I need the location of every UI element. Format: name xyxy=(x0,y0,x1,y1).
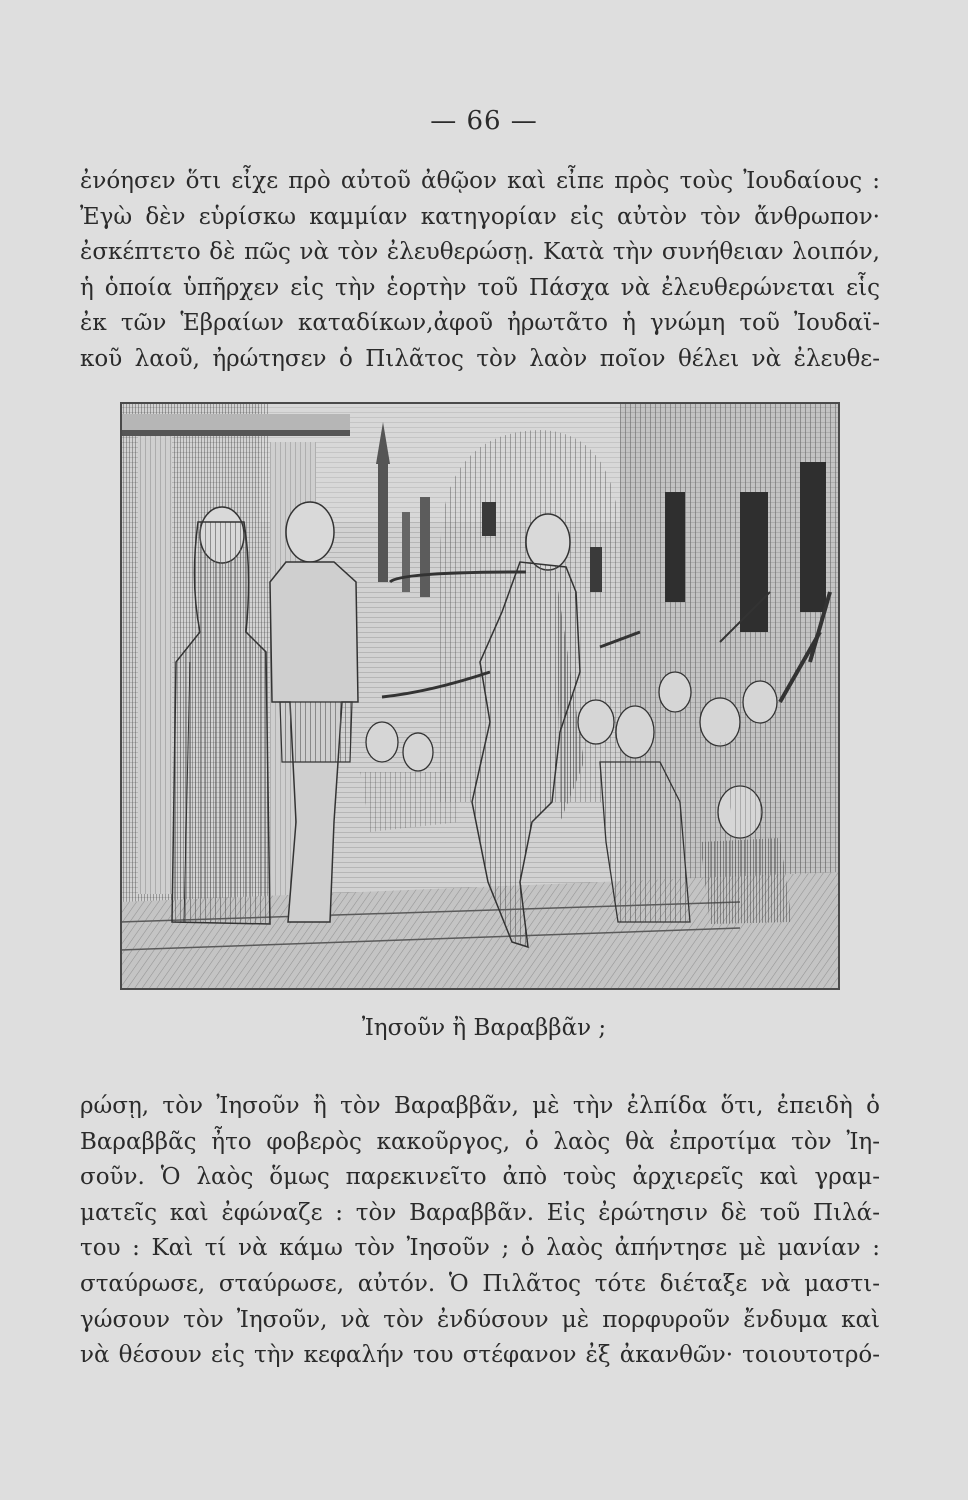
text-line: ἡ ὁποία ὑπῆρχεν εἰς τὴν ἑορτὴν τοῦ Πάσχα νὰ ἐλευθερώνεται εἷς xyxy=(80,274,880,301)
text-line: ἐνόησεν ὅτι εἶχε πρὸ αὐτοῦ ἀθῷον καὶ εἶπε πρὸς τοὺς Ἰουδαίους : xyxy=(80,168,880,194)
engraving-illustration xyxy=(120,402,840,990)
paragraph-before-illustration xyxy=(80,164,880,378)
page-number: — 66 — xyxy=(430,106,538,136)
text-line: Βαραββᾶς ἦτο φοβερὸς κακοῦργος, ὁ λαὸς θὰ ἐπροτίμα τὸν Ἰη- xyxy=(80,1128,880,1155)
text-line: ἐσκέπτετο δὲ πῶς νὰ τὸν ἐλευθερώσῃ. Κατὰ τὴν συνήθειαν λοιπόν, xyxy=(80,239,880,266)
text-line: ἐκ τῶν Ἑβραίων καταδίκων,ἀφοῦ ἠρωτᾶτο ἡ γνώμη τοῦ Ἰουδαϊ- xyxy=(80,310,880,337)
text-line: ματεῖς καὶ ἐφώναζε : τὸν Βαραββᾶν. Εἰς ἐρώτησιν δὲ τοῦ Πιλά- xyxy=(80,1199,880,1226)
text-line: σοῦν. Ὁ λαὸς ὅμως παρεκινεῖτο ἀπὸ τοὺς ἀρχιερεῖς καὶ γραμ- xyxy=(80,1164,880,1191)
text-line: κοῦ λαοῦ, ἠρώτησεν ὁ Πιλᾶτος τὸν λαὸν ποῖον θέλει νὰ ἐλευθε- xyxy=(80,345,880,372)
text-line: του : Καὶ τί νὰ κάμω τὸν Ἰησοῦν ; ὁ λαὸς ἀπήντησε μὲ μανίαν : xyxy=(80,1235,880,1262)
text-line: ρώσῃ, τὸν Ἰησοῦν ἢ τὸν Βαραββᾶν, μὲ τὴν ἐλπίδα ὅτι, ἐπειδὴ ὁ xyxy=(80,1093,880,1119)
text-line: νὰ θέσουν εἰς τὴν κεφαλήν του στέφανον ἐξ ἀκανθῶν· τοιουτοτρό- xyxy=(80,1342,880,1369)
illustration-caption: Ἰησοῦν ἢ Βαραββᾶν ; xyxy=(361,1015,607,1041)
text-line: γώσουν τὸν Ἰησοῦν, νὰ τὸν ἐνδύσουν μὲ πορφυροῦν ἔνδυμα καὶ xyxy=(80,1306,880,1333)
text-line: σταύρωσε, σταύρωσε, αὐτόν. Ὁ Πιλᾶτος τότε διέταξε νὰ μαστι- xyxy=(80,1270,880,1297)
text-line: Ἐγὼ δὲν εὑρίσκω καμμίαν κατηγορίαν εἰς αὐτὸν τὸν ἄνθρωπον· xyxy=(80,203,880,230)
paragraph-after-illustration xyxy=(80,1089,880,1374)
